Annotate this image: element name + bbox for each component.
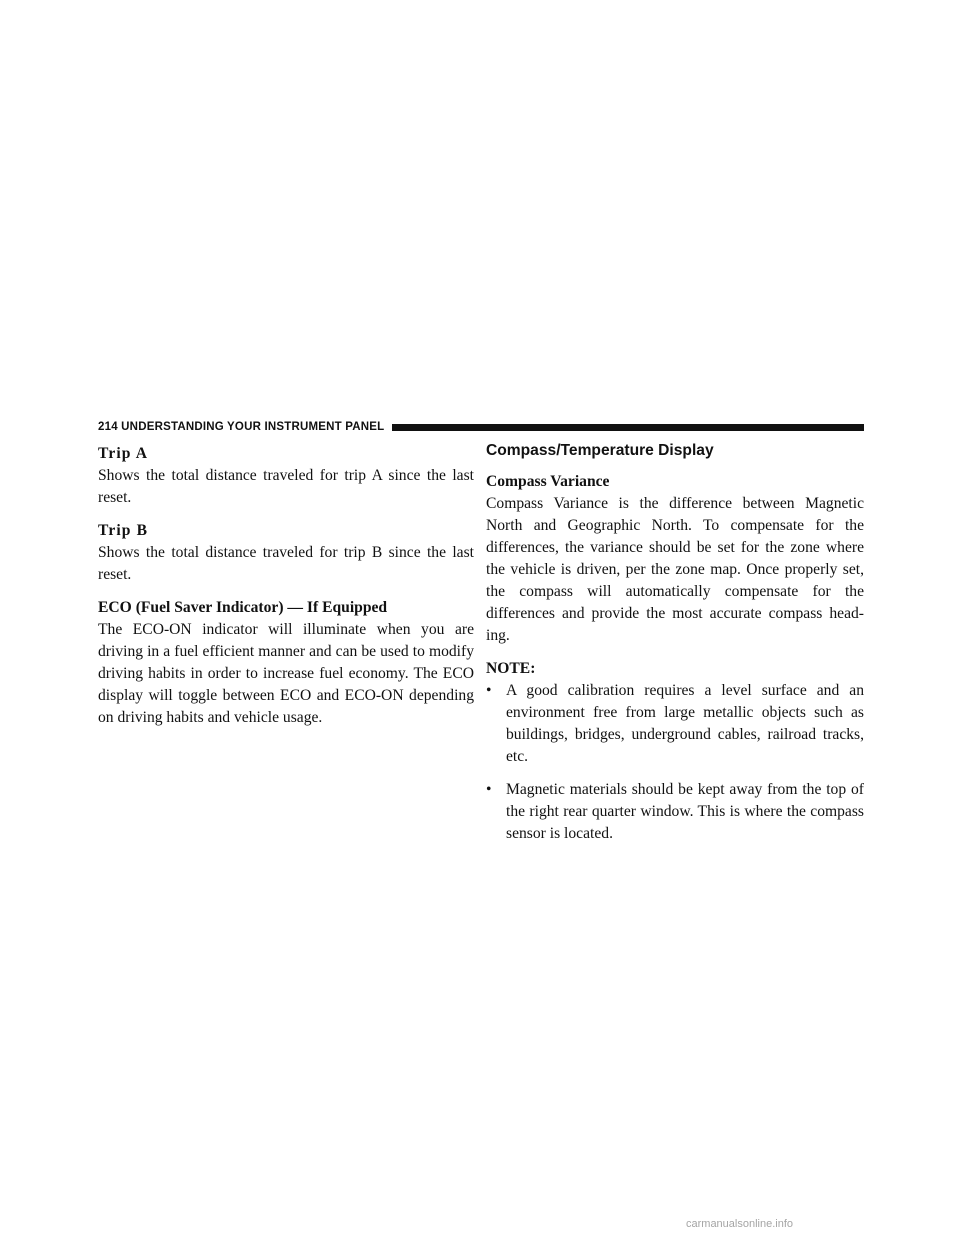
variance-heading: Compass Variance <box>486 473 610 490</box>
header-rule <box>392 424 864 431</box>
trip-a-body: Shows the total distance traveled for trip A since the last reset. <box>98 467 474 506</box>
trip-b-body: Shows the total distance traveled for trip B since the last reset. <box>98 544 474 583</box>
trip-a-heading: Trip A <box>98 445 149 462</box>
variance-body: Compass Variance is the difference between Magnetic North and Geographic North. To compensate for the differences, the variance should be set for the zone where the vehicle is driven, per the zone map. Once properly set, the compass will automatically compensate for the differences and provide the most accurate compass head-ing. <box>486 495 864 644</box>
right-column <box>486 443 864 856</box>
bullet-dot-icon: • <box>486 781 492 798</box>
bullet-text: A good calibration requires a level surface and an environment free from large metallic objects such as buildings, bridges, underground cables, railroad tracks, etc. <box>506 682 864 765</box>
bullet-dot-icon: • <box>486 682 492 699</box>
page-header-text: 214 UNDERSTANDING YOUR INSTRUMENT PANEL <box>98 421 385 433</box>
watermark-text: carmanualsonline.info <box>686 1218 794 1230</box>
bullet-item <box>486 779 864 845</box>
page-header <box>98 418 864 436</box>
section-title: Compass/Temperature Display <box>486 442 714 459</box>
eco-body: The ECO-ON indicator will illuminate when you are driving in a fuel efficient manner and can be used to modify driving habits in order to increase fuel economy. The ECO display will toggle between ECO and ECO-ON depending on driving habits and vehicle usage. <box>98 621 474 726</box>
bullet-item <box>486 680 864 768</box>
eco-heading: ECO (Fuel Saver Indicator) — If Equipped <box>98 599 388 616</box>
note-label: NOTE: <box>486 660 536 677</box>
left-column <box>98 443 474 740</box>
bullet-text: Magnetic materials should be kept away from the top of the right rear quarter window. This is where the compass sensor is located. <box>506 781 864 842</box>
trip-b-heading: Trip B <box>98 522 149 539</box>
